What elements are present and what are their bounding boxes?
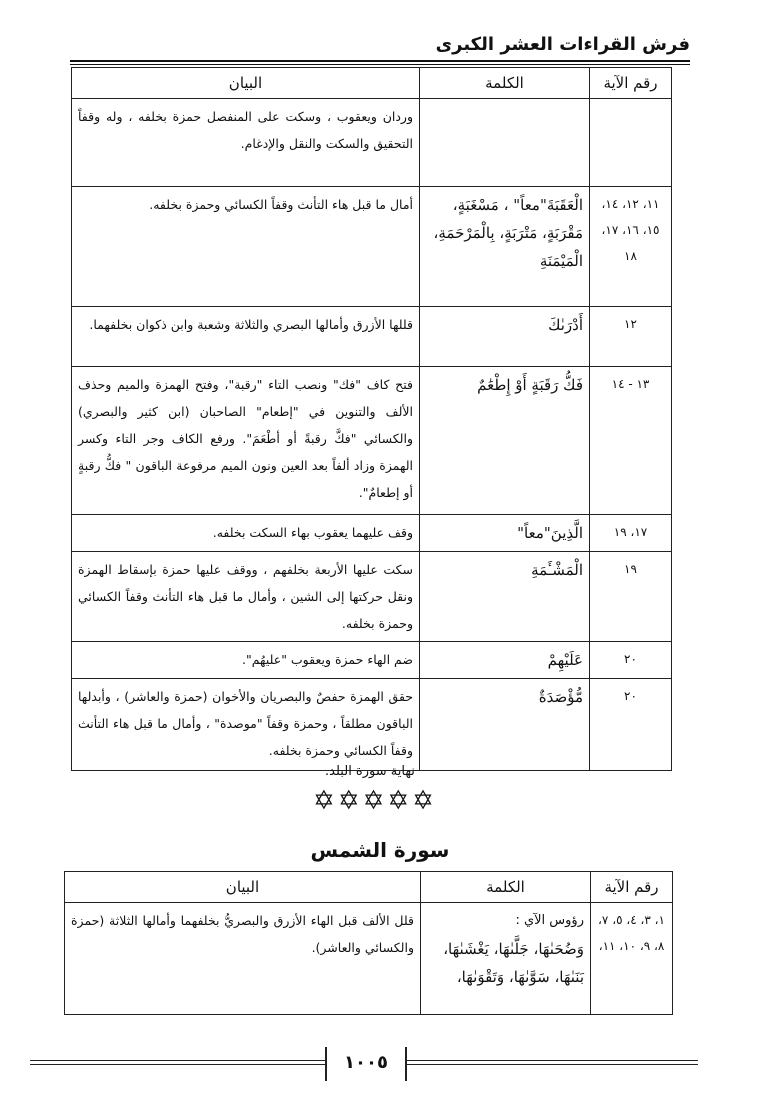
ayah-number-cell: ٢٠: [590, 679, 672, 771]
table-row: [72, 307, 672, 367]
word-cell: الْعَقَبَةَ"معاً" ، مَسْغَبَةٍ، مَقْرَبَةٍ، مَتْرَبَةٍ، بِالْمَرْحَمَةِ، الْمَيْمَنَةِ: [420, 187, 590, 307]
word-cell: الَّذِينَ"معاً": [420, 515, 590, 552]
table-row: [72, 367, 672, 515]
table-header-row: [72, 68, 672, 99]
explanation-cell: ضم الهاء حمزة ويعقوب "عليهُم".: [72, 642, 420, 679]
explanation-cell: وردان ويعقوب ، وسكت على المنفصل حمزة بخلفه ، وله وقفاً التحقيق والسكت والنقل والإدغام.: [72, 99, 420, 187]
word-cell: الْمَشْـَٔمَةِ: [420, 552, 590, 642]
ayah-number-cell: ١٢: [590, 307, 672, 367]
word-cell: عَلَيْهِمْ: [420, 642, 590, 679]
running-header: فرش القراءات العشر الكبرى: [435, 34, 690, 55]
ayah-number-cell: ١٩: [590, 552, 672, 642]
word-cell: فَكُّ رَقَبَةٍ أَوْ إِطْعَٰمٌ: [420, 367, 590, 515]
word-list: وَضُحَىٰهَا، جَلَّىٰهَا، يَغْشَىٰهَا، بَنَىٰهَا، سَوَّىٰهَا، وَتَقْوَىٰهَا،: [443, 940, 584, 986]
ayah-number-cell: ١٣ - ١٤: [590, 367, 672, 515]
explanation-cell: قللها الأزرق وأمالها البصري والثلاثة وشعبة وابن ذكوان بخلفهما.: [72, 307, 420, 367]
header-ayah-number: رقم الآية: [590, 68, 672, 99]
ayah-number-cell: ١٧، ١٩: [590, 515, 672, 552]
ayah-number-cell: ٢٠: [590, 642, 672, 679]
word-cell: أَدْرَىٰكَ: [420, 307, 590, 367]
readings-table-ash-shams: [64, 871, 673, 1015]
page-number-bar-left: [325, 1047, 327, 1081]
table-header-row: [65, 872, 673, 903]
explanation-cell: وقف عليهما يعقوب بهاء السكت بخلفه.: [72, 515, 420, 552]
header-word: الكلمة: [420, 68, 590, 99]
word-cell: [420, 99, 590, 187]
word-cell: مُّؤْصَدَةٌ: [420, 679, 590, 771]
page-number-bar-right: [405, 1047, 407, 1081]
explanation-cell: حقق الهمزة حفصٌ والبصريان والأخوان (حمزة والعاشر) ، وأبدلها الباقون مطلقاً ، وحمزة وقفاً "موصدة" ، وأمال ما قبل هاء التأنث وقفاً الكسائي وحمزة بخلفه.: [72, 679, 420, 771]
explanation-cell: أمال ما قبل هاء التأنث وقفاً الكسائي وحمزة بخلفه.: [72, 187, 420, 307]
surah-title: سورة الشمس: [310, 838, 450, 862]
explanation-cell: فتح كاف "فك" ونصب التاء "رقبة"، وفتح الهمزة والميم وحذف الألف والتنوين في "إطعام" الصاحبان (ابن كثير والبصري) والكسائي "فكَّ رقبةً أو أطْعَمَ". ورفع الكاف وجر التاء وكسر الهمزة وزاد ألفاً بعد العين ونون الميم مرفوعة الباقون " فكُّ رقبةٍ أو إطعامٌ".: [72, 367, 420, 515]
header-rule: [70, 60, 690, 62]
word-cell: [421, 903, 591, 1015]
readings-table-al-balad: [71, 67, 672, 771]
table-row: [72, 552, 672, 642]
table-row: [72, 642, 672, 679]
table-row: [72, 515, 672, 552]
header-ayah-number: رقم الآية: [591, 872, 673, 903]
ayah-number-cell: ١، ٣، ٤، ٥، ٧، ٨، ٩، ١٠، ١١،: [591, 903, 673, 1015]
page-number: ١٠٠٥: [327, 1046, 405, 1080]
ornament-stars-icon: ✡✡✡✡✡: [313, 786, 437, 816]
ayah-number-cell: [590, 99, 672, 187]
table-row: [72, 187, 672, 307]
header-explanation: البيان: [65, 872, 421, 903]
explanation-cell: سكت عليها الأربعة بخلفهم ، ووقف عليها حمزة بإسقاط الهمزة ونقل حركتها إلى الشين ، وأمال ما قبل هاء التأنث وقفاً الكسائي وحمزة بخلفه.: [72, 552, 420, 642]
header-word: الكلمة: [421, 872, 591, 903]
table-row: [65, 903, 673, 1015]
surah-end-note: نهاية سورة البلد.: [325, 764, 415, 779]
table-row: [72, 679, 672, 771]
ayah-number-cell: ١١، ١٢، ١٤، ١٥، ١٦، ١٧، ١٨: [590, 187, 672, 307]
word-intro: رؤوس الآي :: [515, 913, 584, 928]
header-explanation: البيان: [72, 68, 420, 99]
table-row: [72, 99, 672, 187]
header-rule-thin: [70, 64, 690, 65]
explanation-cell: قلل الألف قبل الهاء الأزرق والبصريُّ بخلفهما وأمالها الثلاثة (حمزة والكسائي والعاشر).: [65, 903, 421, 1015]
